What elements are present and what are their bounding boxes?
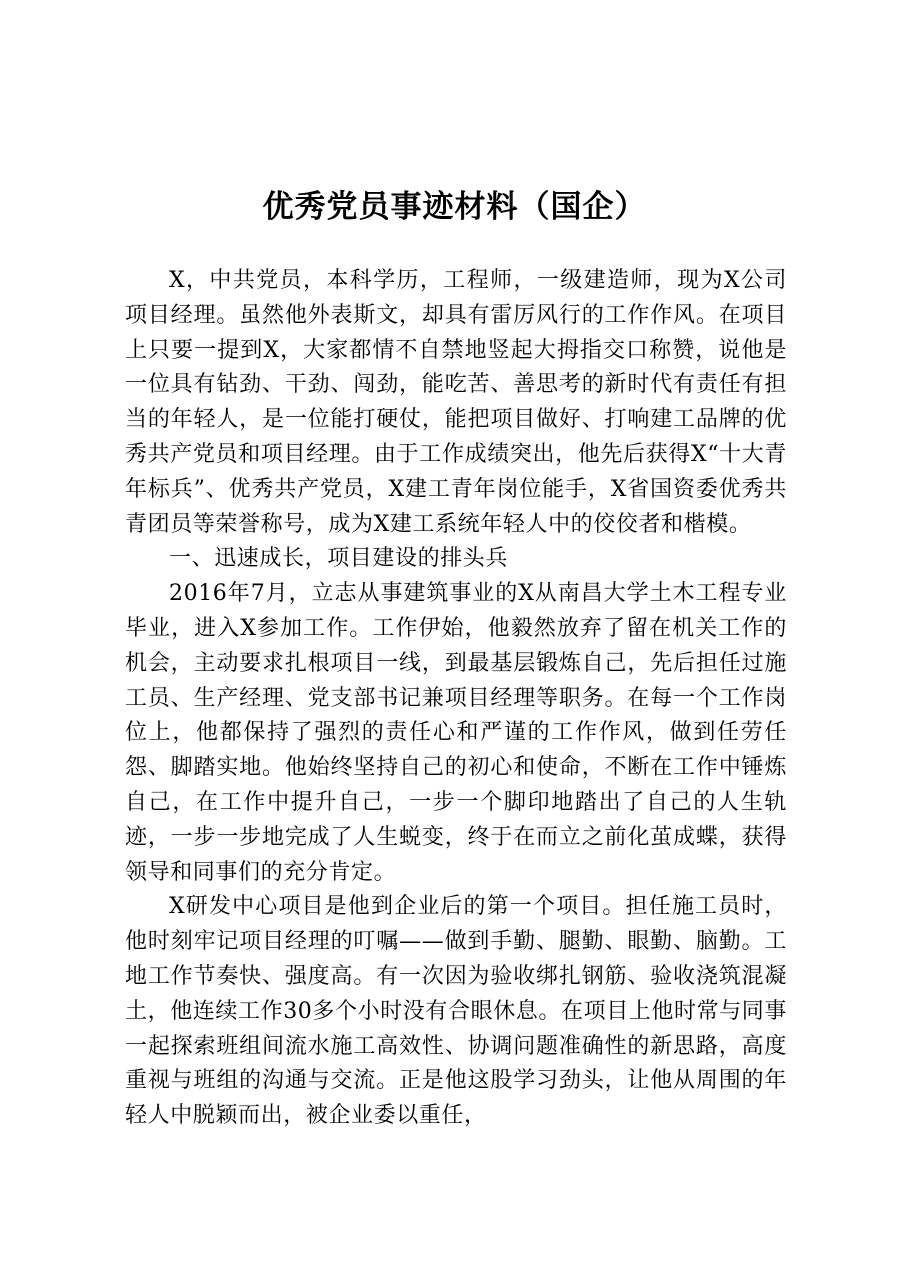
paragraph-first-project: X研发中心项目是他到企业后的第一个项目。担任施工员时，他时刻牢记项目经理的叮嘱——做到手勤、腿勤、眼勤、脑勤。工地工作节奏快、强度高。有一次因为验收绑扎钢筋、验收浇筑混凝土，他连续工作30多个小时没有合眼休息。在项目上他时常与同事一起探索班组间流水施工高效性、协调问题准确性的新思路，高度重视与班组的沟通与交流。正是他这股学习劲头，让他从周围的年轻人中脱颖而出，被企业委以重任， bbox=[125, 894, 787, 1129]
document-title: 优秀党员事迹材料（国企） bbox=[262, 188, 647, 225]
document-body bbox=[125, 264, 787, 1134]
paragraph-career-start: 2016年7月，立志从事建筑事业的X从南昌大学土木工程专业毕业，进入X参加工作。工作伊始，他毅然放弃了留在机关工作的机会，主动要求扎根项目一线，到最基层锻炼自己，先后担任过施工员、生产经理、党支部书记兼项目经理等职务。在每一个工作岗位上，他都保持了强烈的责任心和严谨的工作作风，做到任劳任怨、脚踏实地。他始终坚持自己的初心和使命，不断在工作中锤炼自己，在工作中提升自己，一步一个脚印地踏出了自己的人生轨迹，一步一步地完成了人生蜕变，终于在而立之前化茧成蝶，获得领导和同事们的充分肯定。 bbox=[125, 581, 787, 885]
paragraph-intro: X，中共党员，本科学历，工程师，一级建造师，现为X公司项目经理。虽然他外表斯文，却具有雷厉风行的工作作风。在项目上只要一提到X，大家都情不自禁地竖起大拇指交口称赞，说他是一位具有钻劲、干劲、闯劲，能吃苦、善思考的新时代有责任有担当的年轻人，是一位能打硬仗，能把项目做好、打响建工品牌的优秀共产党员和项目经理。由于工作成绩突出，他先后获得X“十大青年标兵”、优秀共产党员，X建工青年岗位能手，X省国资委优秀共青团员等荣誉称号，成为X建工系统年轻人中的佼佼者和楷模。 bbox=[125, 268, 787, 537]
section-heading-1: 一、迅速成长，项目建设的排头兵 bbox=[169, 546, 509, 572]
